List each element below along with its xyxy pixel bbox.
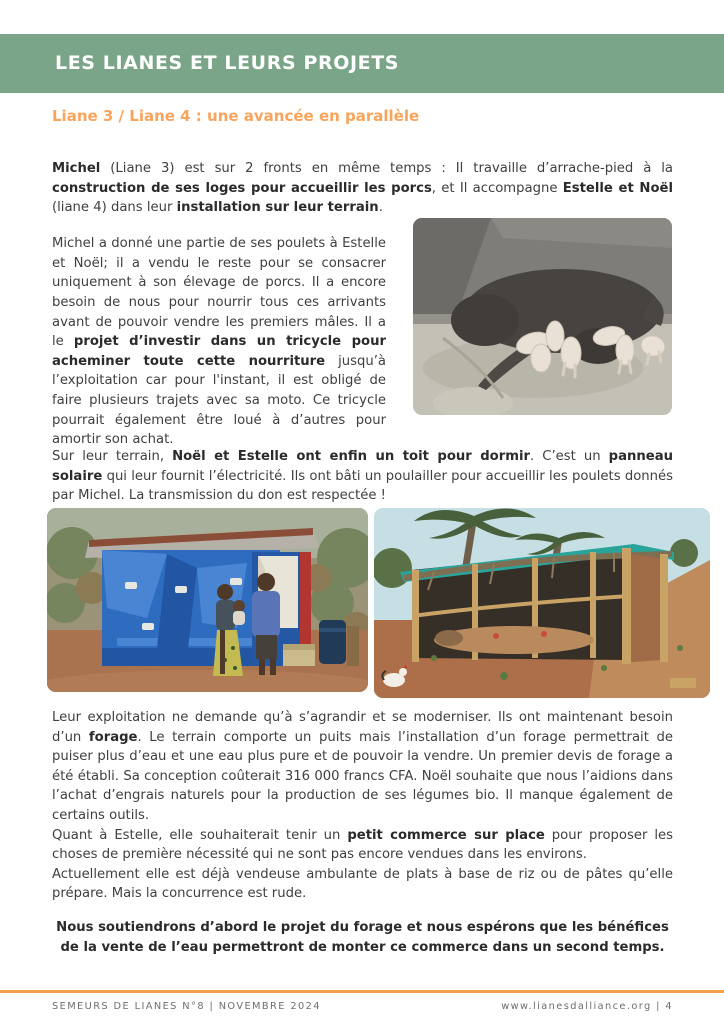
footer-divider [0,990,724,993]
footer-website-label: www.lianesdalliance.org | 4 [501,1001,673,1012]
lower-text-block [52,708,673,957]
poultry-shelter-illustration [374,508,710,698]
family-house-illustration [47,508,368,692]
header-bar [0,34,724,93]
photo-sow-with-piglets [413,218,672,415]
paragraph-vendeuse: Actuellement elle est déjà vendeuse ambulante de plats à base de riz ou de pâtes qu’elle prépare. Mais la concurrence est rude. [52,866,673,902]
section-title: Liane 3 / Liane 4 : une avancée en parallèle [52,107,420,125]
paragraph-forage: Leur exploitation ne demande qu’à s’agrandir et se moderniser. Ils ont maintenant besoin d’un forage. Le terrain comporte un puits mais l’installation d’un forage permettrait de puiser plus d’eau et une eau plus pure et de pouvoir la vendre. Un premier devis de forage a été établi. Sa conception coûterait 316 000 francs CFA. Noël souhaite que nous l’aidions dans l’achat d’engrais naturels pour la production de ses légumes bio. Il manque également de certains outils. [52,710,673,823]
footer-issue-label: SEMEURS DE LIANES N°8 | NOVEMBRE 2024 [52,1001,321,1012]
paragraph-conclusion: Nous soutiendrons d’abord le projet du forage et nous espérons que les bénéfices de la vente de l’eau permettront de monter ce commerce dans un second temps. [56,919,669,955]
page-title: LES LIANES ET LEURS PROJETS [55,52,400,74]
paragraph-terrain: Sur leur terrain, Noël et Estelle ont enfin un toit pour dormir. C’est un panneau solaire qui leur fournit l’électricité. Ils ont bâti un poulailler pour accueillir les poulets donnés par Michel. La transmission du don est respectée ! [52,449,673,504]
paragraph-michel: Michel a donné une partie de ses poulets à Estelle et Noël; il a vendu le reste pour se consacrer uniquement à son élevage de porcs. Il a encore besoin de nous pour nourrir tous ces arrivants avant de pouvoir vendre les premiers mâles. Il a le projet d’investir dans un tricycle pour acheminer toute cette nourriture jusqu’à l’exploitation car pour l'instant, il est obligé de faire plusieurs trajets avec sa moto. Ce tricycle pourrait également être loué à d’autres pour amortir son achat. [52,236,386,448]
paragraph-intro: Michel (Liane 3) est sur 2 fronts en même temps : Il travaille d’arrache-pied à la construction de ses loges pour accueillir les porcs, et Il accompagne Estelle et Noël (liane 4) dans leur installation sur leur terrain. [52,161,673,216]
photo-poultry-shelter [374,508,710,698]
sow-piglets-illustration [413,218,672,415]
footer [52,1001,673,1012]
photo-family-tarp-house [47,508,368,692]
paragraph-estelle: Quant à Estelle, elle souhaiterait tenir un petit commerce sur place pour proposer les choses de première nécessité qui ne sont pas encore vendues dans les environs. [52,827,674,863]
